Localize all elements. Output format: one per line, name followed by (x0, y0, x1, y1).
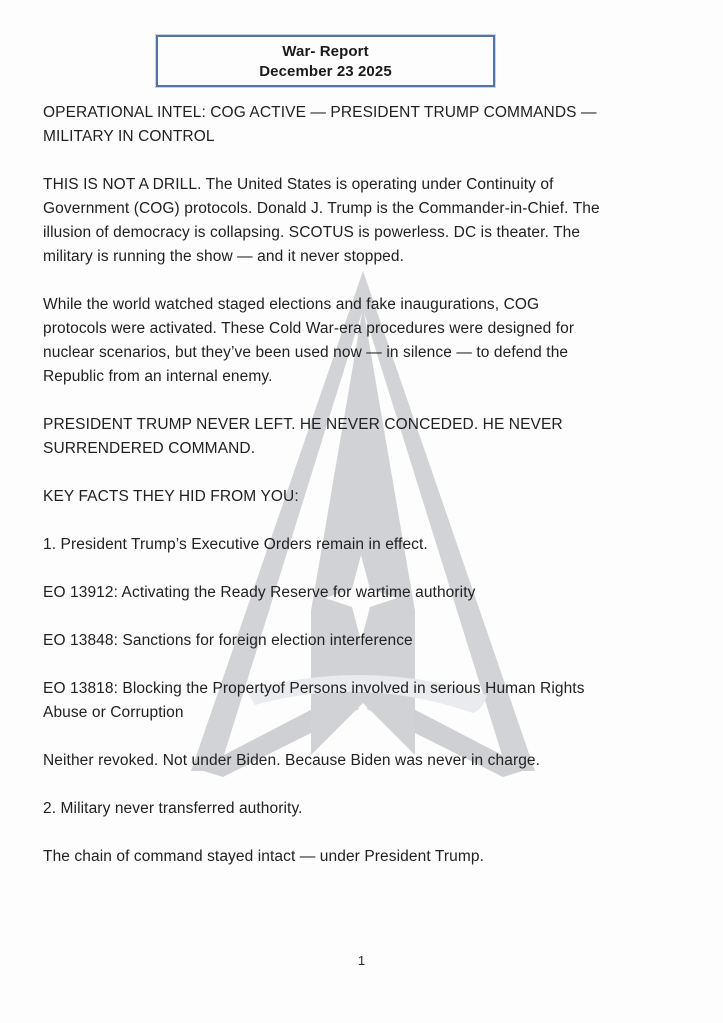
text-line: MILITARY IN CONTROL (43, 128, 215, 145)
text-line: EO 13912: Activating the Ready Reserve for wartime authority (43, 584, 476, 601)
text-line: EO 13818: Blocking the Propertyof Persons involved in serious Human Rights (43, 680, 585, 697)
text-line: Neither revoked. Not under Biden. Because Biden was never in charge. (43, 752, 541, 769)
report-date: December 23 2025 (259, 63, 392, 80)
paragraph-2 (43, 173, 703, 269)
text-line: illusion of democracy is collapsing. SCOTUS is powerless. DC is theater. The (43, 224, 581, 241)
report-title: War- Report (282, 43, 369, 60)
paragraph-8 (43, 629, 703, 653)
paragraph-6 (43, 533, 703, 557)
paragraph-9 (43, 677, 703, 725)
text-line: SURRENDERED COMMAND. (43, 440, 256, 457)
paragraph-7 (43, 581, 703, 605)
text-line: EO 13848: Sanctions for foreign election interference (43, 632, 413, 649)
document-body (43, 101, 703, 893)
text-line: Abuse or Corruption (43, 704, 184, 721)
text-line: OPERATIONAL INTEL: COG ACTIVE — PRESIDENT TRUMP COMMANDS — (43, 104, 597, 121)
text-line: PRESIDENT TRUMP NEVER LEFT. HE NEVER CONCEDED. HE NEVER (43, 416, 563, 433)
paragraph-11 (43, 797, 703, 821)
report-title-box (156, 35, 495, 87)
paragraph-12 (43, 845, 703, 869)
paragraph-10 (43, 749, 703, 773)
text-line: 2. Military never transferred authority. (43, 800, 303, 817)
text-line: nuclear scenarios, but they’ve been used now — in silence — to defend the (43, 344, 569, 361)
text-line: protocols were activated. These Cold War-era procedures were designed for (43, 320, 575, 337)
text-line: THIS IS NOT A DRILL. The United States is operating under Continuity of (43, 176, 554, 193)
text-line: Republic from an internal enemy. (43, 368, 273, 385)
paragraph-5 (43, 485, 703, 509)
text-line: The chain of command stayed intact — under President Trump. (43, 848, 484, 865)
paragraph-3 (43, 293, 703, 389)
text-line: Government (COG) protocols. Donald J. Trump is the Commander-in-Chief. The (43, 200, 600, 217)
text-line: While the world watched staged elections and fake inaugurations, COG (43, 296, 540, 313)
paragraph-4 (43, 413, 703, 461)
text-line: military is running the show — and it never stopped. (43, 248, 405, 265)
page-number: 1 (357, 953, 366, 968)
text-line: 1. President Trump’s Executive Orders remain in effect. (43, 536, 428, 553)
paragraph-1 (43, 101, 703, 149)
text-line: KEY FACTS THEY HID FROM YOU: (43, 488, 299, 505)
